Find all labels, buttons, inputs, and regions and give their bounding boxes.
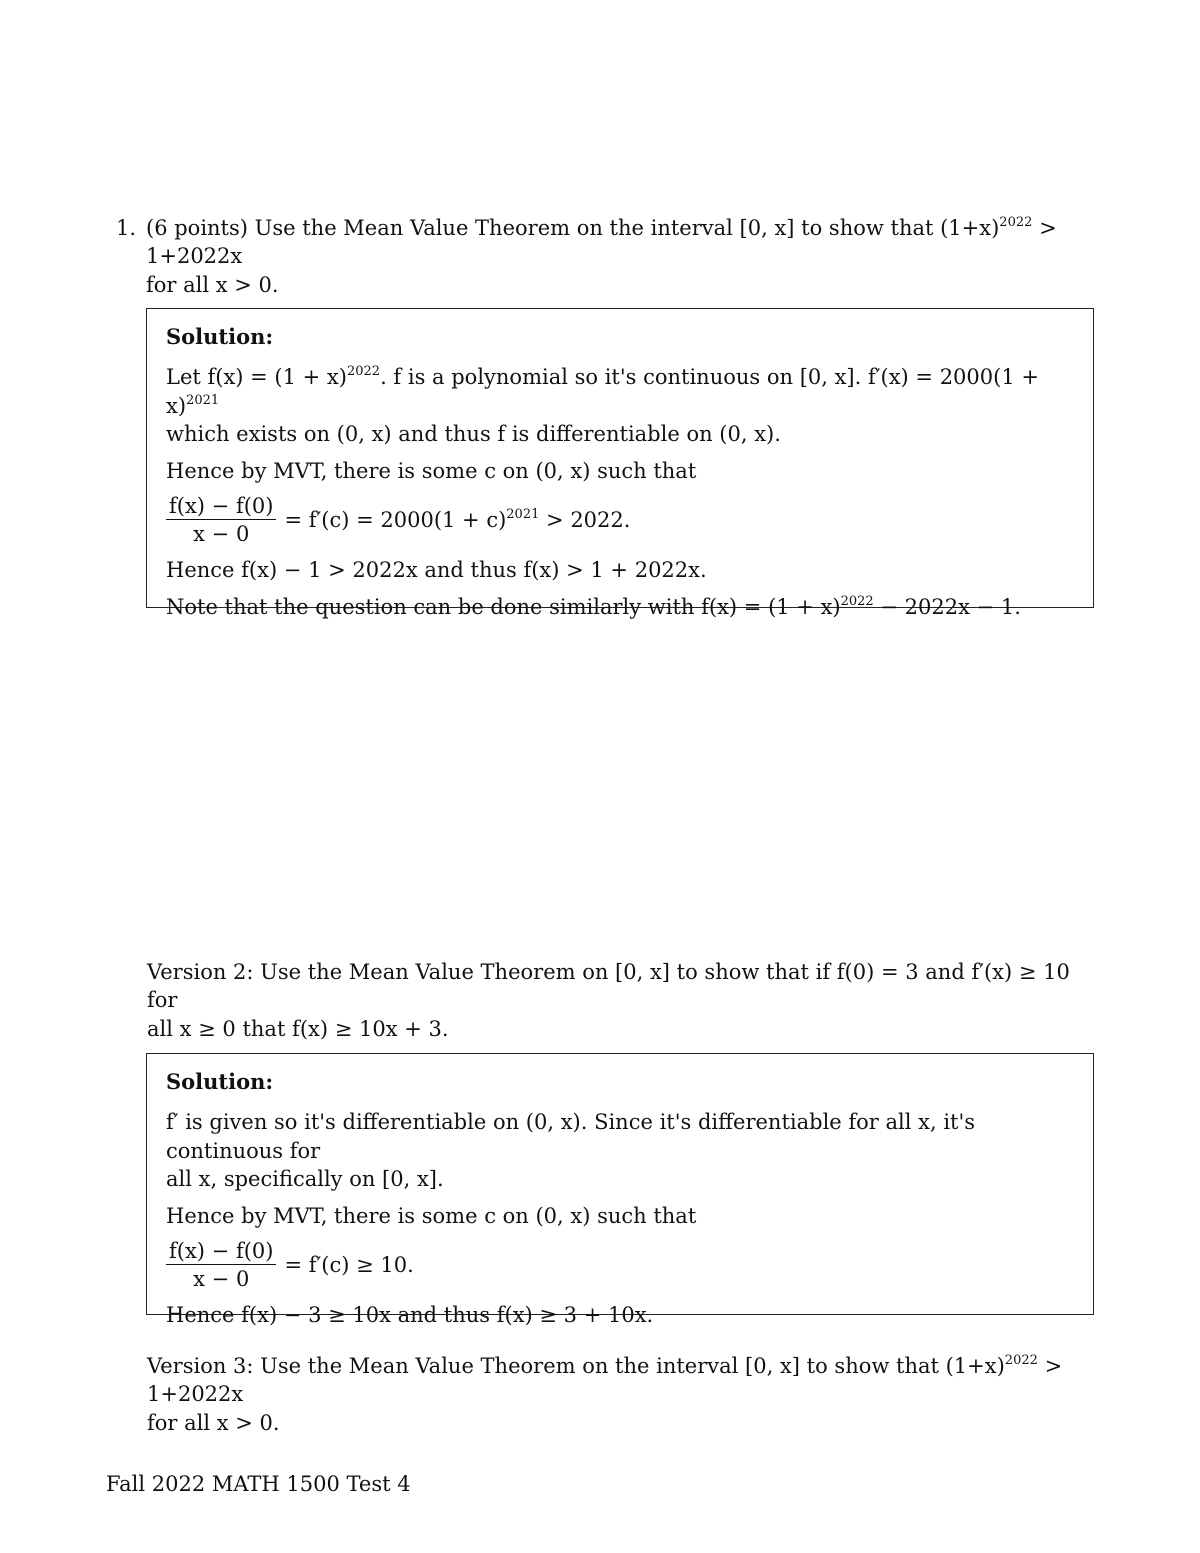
question-number: 1. <box>116 216 137 240</box>
page-footer: Fall 2022 MATH 1500 Test 4 <box>106 1472 411 1496</box>
solution-line: Hence f(x) − 3 ≥ 10x and thus f(x) ≥ 3 + 10x. <box>166 1303 654 1328</box>
question-text: Use the Mean Value Theorem on the interval [0, x] to show that (1+x) <box>254 216 1000 240</box>
solution-line: Hence f(x) − 1 > 2022x and thus f(x) > 1 + 2022x. <box>166 558 707 583</box>
equation-rhs: = f′(c) ≥ 10. <box>284 1253 414 1278</box>
version-2-line2: all x ≥ 0 that f(x) ≥ 10x + 3. <box>147 1016 449 1041</box>
question-points: (6 points) <box>146 216 248 240</box>
fraction-numerator: f(x) − f(0) <box>166 494 276 520</box>
solution-line: which exists on (0, x) and thus f is differentiable on (0, x). <box>166 422 781 447</box>
fraction-denominator: x − 0 <box>193 521 250 546</box>
equation-rhs: = $f'(c) = 2000(1 + c)^{2021} > 2022$. <box>284 507 631 533</box>
version-3-line2: for all x > 0. <box>147 1410 280 1435</box>
solution-box-1 <box>146 308 1094 620</box>
solution-line: Let $f(x) = (1 + x)^{2022}$. f is a polynomial so it's continuous on [0, x]. $f'(x) = 2000(1 + x)^{2021}$ <box>166 364 1039 418</box>
fraction <box>166 494 276 547</box>
solution-line: f′ is given so it's differentiable on (0, x). Since it's differentiable for all x, it's continuous for <box>166 1110 976 1163</box>
question-1-statement <box>146 214 1096 299</box>
version-3 <box>147 1352 1097 1437</box>
fraction <box>166 1239 276 1292</box>
fraction-denominator: x − 0 <box>193 1266 250 1291</box>
solution-line: Hence by MVT, there is some c on (0, x) such that <box>166 1204 697 1229</box>
version-3-line1: Version 3: Use the Mean Value Theorem on the interval [0, x] to show that $(1+x)^{2022} > 1+2022x$ <box>147 1353 1063 1407</box>
mvt-equation <box>166 494 1075 547</box>
solution-line: all x, specifically on [0, x]. <box>166 1167 444 1192</box>
version-2-line1: Version 2: Use the Mean Value Theorem on [0, x] to show that if f(0) = 3 and f′(x) ≥ 10 for <box>147 960 1070 1013</box>
solution-box-2 <box>146 1053 1094 1328</box>
solution-line: Hence by MVT, there is some c on (0, x) such that <box>166 459 697 484</box>
solution-heading: Solution: <box>166 324 274 349</box>
solution-note: Note that the question can be done similarly with $f(x) = (1 + x)^{2022} - 2022x - 1$. <box>166 594 1021 620</box>
question-exponent: 2022 <box>999 215 1033 230</box>
fraction-numerator: f(x) − f(0) <box>166 1239 276 1265</box>
question-1 <box>116 214 1096 299</box>
question-text-line2: for all x > 0. <box>146 272 279 297</box>
question-text-tail: > 1+2022x <box>146 216 1057 269</box>
solution-heading: Solution: <box>166 1069 274 1094</box>
version-2 <box>147 958 1097 1043</box>
mvt-equation <box>166 1239 1075 1292</box>
